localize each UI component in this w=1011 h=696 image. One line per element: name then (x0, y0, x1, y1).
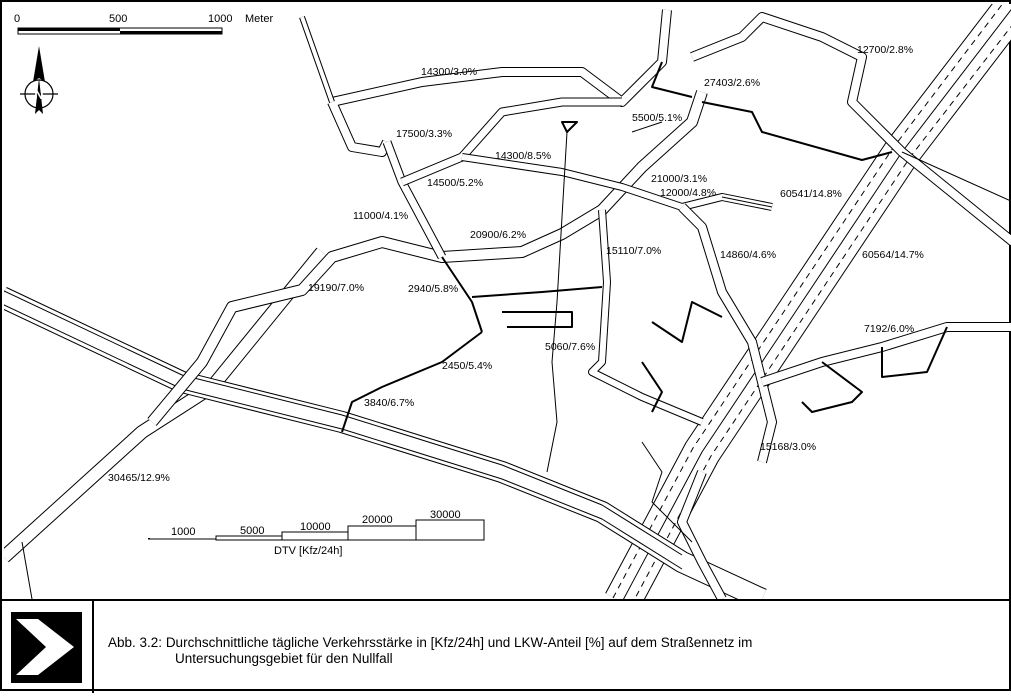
traffic-label: 21000/3.1% (651, 173, 708, 185)
dtv-legend (148, 509, 484, 557)
scale-bar (14, 13, 273, 34)
traffic-label: 15168/3.0% (760, 441, 817, 453)
legend-class: 20000 (362, 514, 393, 526)
traffic-label: 3840/6.7% (364, 397, 415, 409)
caption-line-1 (108, 635, 752, 651)
legend-class: 30000 (430, 509, 461, 521)
traffic-label: 60564/14.7% (862, 249, 924, 261)
north-letter: N (34, 87, 44, 102)
caption-icon-cell (2, 601, 94, 693)
scale-tick-500: 500 (109, 13, 128, 25)
traffic-label: 2450/5.4% (442, 360, 493, 372)
minor-roads (22, 62, 1011, 599)
traffic-label: 11000/4.1% (353, 210, 409, 222)
north-arrow-icon (20, 46, 58, 114)
caption-number: Abb. 3.2: (108, 635, 163, 650)
caption-title: Durchschnittliche tägliche Verkehrsstärke in [Kfz/24h] und LKW-Anteil [%] auf dem Straßennetz im (165, 635, 753, 650)
traffic-label: 14860/4.6% (720, 249, 777, 261)
legend-class: 5000 (240, 525, 265, 537)
traffic-label: 17500/3.3% (396, 128, 453, 140)
caption-line-2: Untersuchungsgebiet für den Nullfall (175, 651, 393, 666)
traffic-label: 15110/7.0% (606, 245, 662, 257)
traffic-label: 19190/7.0% (308, 282, 365, 294)
road-19190 (152, 92, 702, 422)
legend-class: 10000 (300, 521, 331, 533)
traffic-label: 7192/6.0% (864, 323, 915, 335)
arrow-logo-icon (2, 601, 92, 691)
road-west-bundle (2, 290, 762, 599)
traffic-label: 5500/5.1% (632, 112, 683, 124)
caption-box (2, 599, 1011, 693)
legend-class: 1000 (171, 526, 196, 538)
traffic-label: 27403/2.6% (704, 77, 761, 89)
traffic-label: 30465/12.9% (108, 472, 170, 484)
traffic-label: 5060/7.6% (545, 341, 596, 353)
caption-text (108, 635, 752, 667)
traffic-label: 20900/6.2% (470, 229, 527, 241)
traffic-label: 14300/3.0% (421, 66, 478, 78)
traffic-label: 14300/8.5% (495, 150, 552, 162)
road-network (2, 2, 1011, 599)
traffic-label: 12700/2.8% (857, 44, 914, 56)
legend-title: DTV [Kfz/24h] (274, 545, 343, 557)
traffic-label: 60541/14.8% (780, 188, 842, 200)
traffic-map (2, 2, 1011, 599)
traffic-label: 2940/5.8% (408, 283, 459, 295)
traffic-label: 14500/5.2% (427, 177, 484, 189)
traffic-label: 12000/4.8% (660, 187, 717, 199)
scale-tick-1000: 1000 (208, 13, 233, 25)
scale-tick-0: 0 (14, 13, 21, 25)
scale-unit: Meter (245, 13, 274, 25)
